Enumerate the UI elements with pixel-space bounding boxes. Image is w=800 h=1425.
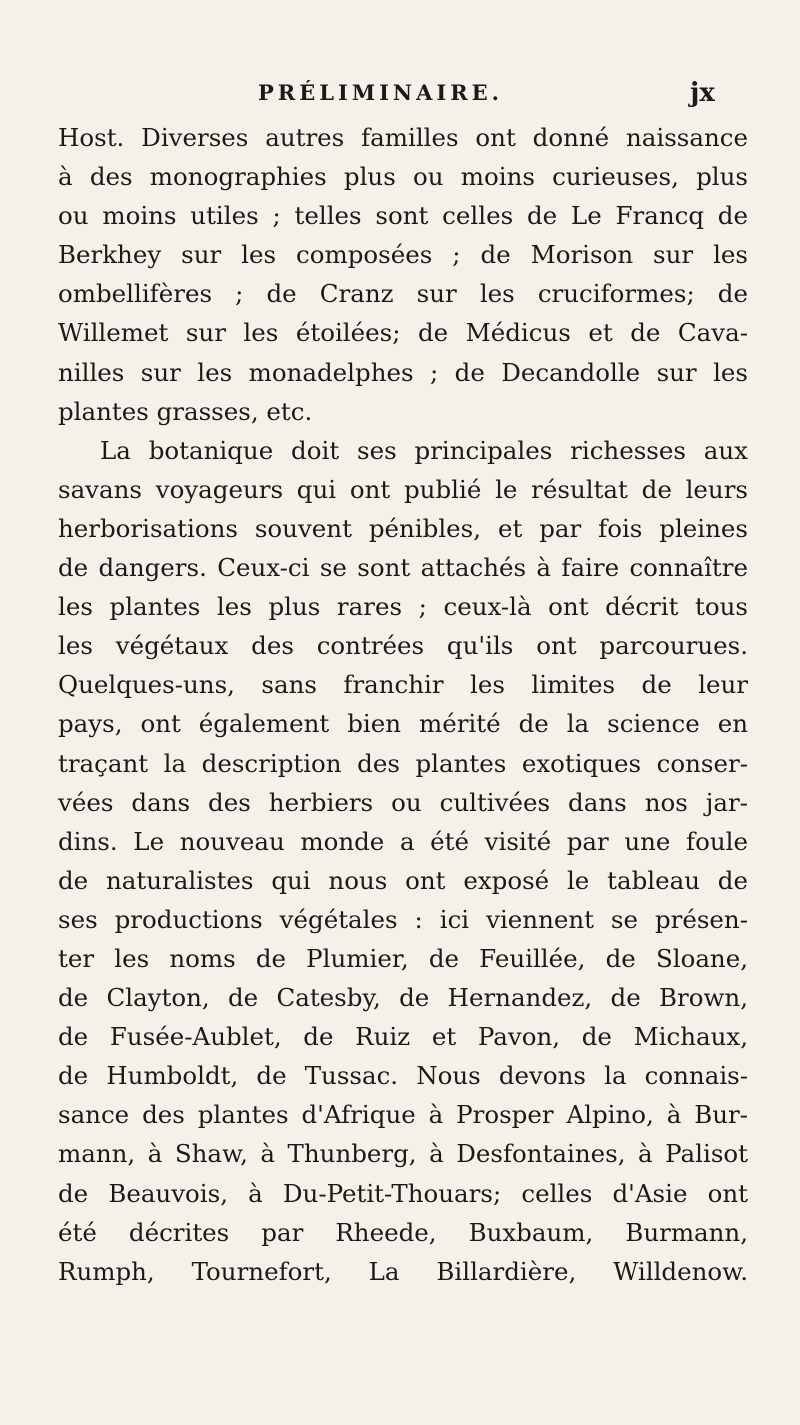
page-number: jx — [690, 78, 715, 108]
text-line: Quelques-uns, sans franchir les limites de leur — [58, 670, 748, 700]
text-line: de Clayton, de Catesby, de Hernandez, de Brown, — [58, 983, 748, 1013]
running-head — [0, 80, 800, 110]
text-line: dins. Le nouveau monde a été visité par une foule — [58, 826, 748, 856]
text-line: de naturalistes qui nous ont exposé le tableau de — [58, 865, 748, 895]
text-line: vées dans des herbiers ou cultivées dans nos jar- — [58, 787, 748, 817]
text-line: mann, à Shaw, à Thunberg, à Desfontaines, à Palisot — [58, 1139, 748, 1169]
text-line: de Humboldt, de Tussac. Nous devons la connais- — [58, 1061, 748, 1091]
text-line: traçant la description des plantes exotiques conser- — [58, 748, 748, 778]
text-line: ses productions végétales : ici viennent se présen- — [58, 904, 748, 934]
text-line: Willemet sur les étoilées; de Médicus et de Cava- — [58, 318, 748, 348]
text-line: de Beauvois, à Du-Petit-Thouars; celles d'Asie ont — [58, 1178, 748, 1208]
text-line: été décrites par Rheede, Buxbaum, Burmann, — [58, 1217, 748, 1247]
text-line: savans voyageurs qui ont publié le résultat de leurs — [58, 474, 748, 504]
text-line: sance des plantes d'Afrique à Prosper Alpino, à Bur- — [58, 1100, 748, 1130]
text-line: de Fusée-Aublet, de Ruiz et Pavon, de Michaux, — [58, 1022, 748, 1052]
text-line: Host. Diverses autres familles ont donné naissance — [58, 123, 748, 152]
text-line: herborisations souvent pénibles, et par fois pleines — [58, 513, 748, 543]
paragraph-start-line: La botanique doit ses principales richesses aux — [100, 435, 748, 465]
text-line: de dangers. Ceux-ci se sont attachés à faire connaître — [58, 553, 748, 583]
running-title: PRÉLIMINAIRE. — [258, 80, 503, 105]
text-line: à des monographies plus ou moins curieuses, plus — [58, 162, 748, 192]
text-line: ombellifères ; de Cranz sur les cruciformes; de — [58, 279, 748, 309]
text-line: pays, ont également bien mérité de la science en — [58, 709, 748, 739]
text-line: ter les noms de Plumier, de Feuillée, de Sloane, — [58, 943, 748, 973]
text-line: les végétaux des contrées qu'ils ont parcourues. — [58, 631, 748, 661]
text-line: plantes grasses, etc. — [58, 396, 313, 426]
text-body — [58, 118, 748, 1291]
text-line: les plantes les plus rares ; ceux-là ont décrit tous — [58, 592, 748, 622]
text-line: nilles sur les monadelphes ; de Decandolle sur les — [58, 357, 748, 387]
text-line: Rumph, Tournefort, La Billardière, Willdenow. — [58, 1256, 748, 1286]
text-line: Berkhey sur les composées ; de Morison sur les — [58, 240, 748, 270]
text-line: ou moins utiles ; telles sont celles de Le Francq de — [58, 201, 748, 231]
